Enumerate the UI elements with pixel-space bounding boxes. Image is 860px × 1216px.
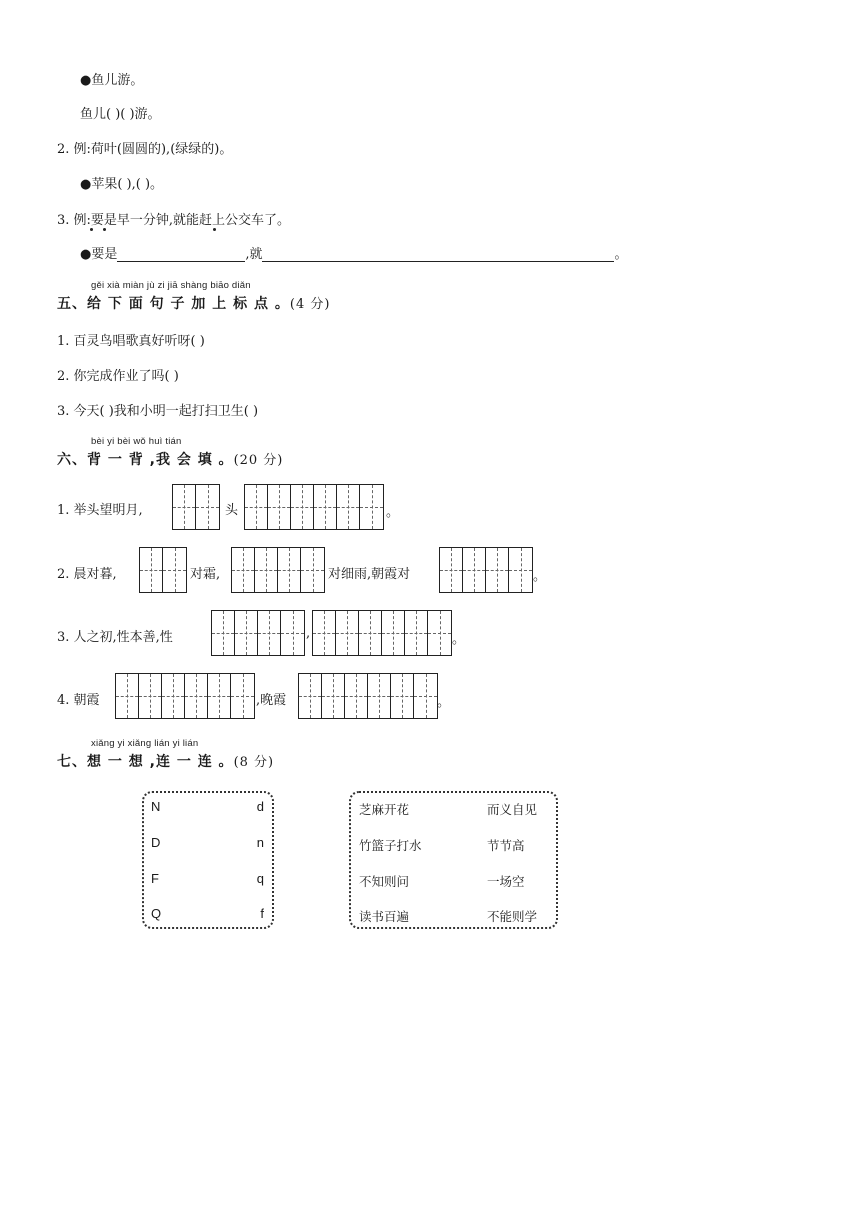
letter-right[interactable]: n [256, 835, 264, 850]
section6-title [57, 449, 283, 469]
section7-pinyin: xiǎng yi xiǎng lián yi lián [91, 738, 199, 749]
item3-example: 3. 例:要是早一分钟,就能赶上公交车了。 [57, 213, 291, 228]
letter-left[interactable]: N [151, 799, 161, 814]
phrase-left[interactable]: 芝麻开花 [359, 802, 410, 817]
poem-item-4-mid: ,晚霞 [256, 693, 287, 708]
writing-grid[interactable] [312, 610, 452, 656]
letter-matching-box [142, 791, 274, 929]
writing-grid[interactable] [211, 610, 305, 656]
item3-answer [80, 243, 628, 262]
poem-item-4-text: 4. 朝霞 [57, 693, 100, 708]
poem-item-1-end: 。 [386, 505, 400, 520]
poem-item-2-text: 2. 晨对暮, [57, 567, 117, 582]
phrase-right[interactable]: 一场空 [487, 874, 525, 889]
item3-prefix: ●要是 [80, 247, 118, 262]
answer-blank[interactable] [262, 247, 614, 262]
section7-score: (8 分) [233, 755, 275, 770]
writing-grid[interactable] [298, 673, 438, 719]
phrase-left[interactable]: 读书百遍 [359, 909, 410, 924]
section5-item-2: 2. 你完成作业了吗( ) [57, 369, 179, 384]
section7-title [57, 751, 274, 771]
phrase-left[interactable]: 不知则问 [359, 874, 410, 889]
item3-end: 。 [614, 247, 628, 262]
item3-mid: ,就 [245, 247, 263, 262]
section5-pinyin: gěi xià miàn jù zi jiā shàng biāo diǎn [91, 280, 251, 291]
poem-item-1-text: 1. 举头望明月, [57, 503, 143, 518]
section6-title-text: 六、背 一 背 ,我 会 填 。 [57, 452, 234, 468]
letter-right[interactable]: f [260, 906, 264, 921]
poem-item-3-comma: , [306, 626, 311, 641]
poem-item-3-text: 3. 人之初,性本善,性 [57, 630, 173, 645]
section6-score: (20 分) [233, 453, 284, 468]
writing-grid[interactable] [244, 484, 384, 530]
poem-item-2-end: 。 [533, 569, 547, 584]
phrase-right[interactable]: 节节高 [487, 838, 525, 853]
phrase-right[interactable]: 不能则学 [487, 909, 538, 924]
letter-left[interactable]: D [151, 835, 161, 850]
phrase-left[interactable]: 竹篮子打水 [359, 838, 422, 853]
writing-grid[interactable] [139, 547, 187, 593]
writing-grid[interactable] [172, 484, 220, 530]
section5-score: (4 分) [289, 297, 331, 312]
poem-item-3-end: 。 [452, 632, 466, 647]
section5-item-1: 1. 百灵鸟唱歌真好听呀( ) [57, 334, 205, 349]
poem-item-4-end: 。 [437, 695, 451, 710]
letter-right[interactable]: q [256, 871, 264, 886]
emphasis-dot [103, 228, 106, 231]
phrase-right[interactable]: 而义自见 [487, 802, 538, 817]
section7-title-text: 七、想 一 想 ,连 一 连 。 [57, 754, 234, 770]
writing-grid[interactable] [231, 547, 325, 593]
writing-grid[interactable] [439, 547, 533, 593]
letter-left[interactable]: F [151, 871, 159, 886]
section5-item-3: 3. 今天( )我和小明一起打扫卫生( ) [57, 404, 259, 419]
poem-item-1-mid: 头 [225, 503, 239, 518]
item2-answer-line: ●苹果( ),( )。 [80, 177, 164, 192]
poem-item-2-mid2: 对细雨,朝霞对 [328, 567, 411, 582]
answer-blank[interactable] [117, 247, 245, 262]
phrase-matching-box [349, 791, 558, 929]
section5-title [57, 293, 330, 313]
poem-item-2-mid: 对霜, [190, 567, 221, 582]
item1-answer-line: 鱼儿( )( )游。 [80, 107, 161, 122]
section5-title-text: 五、给 下 面 句 子 加 上 标 点 。 [57, 296, 290, 312]
section6-pinyin: bèi yi bèi wǒ huì tián [91, 436, 182, 447]
emphasis-dot [213, 228, 216, 231]
letter-left[interactable]: Q [151, 906, 162, 921]
item1-prompt: ●鱼儿游。 [80, 73, 144, 88]
emphasis-dot [90, 228, 93, 231]
letter-right[interactable]: d [256, 799, 264, 814]
writing-grid[interactable] [115, 673, 255, 719]
item2-example: 2. 例:荷叶(圆圆的),(绿绿的)。 [57, 142, 233, 157]
